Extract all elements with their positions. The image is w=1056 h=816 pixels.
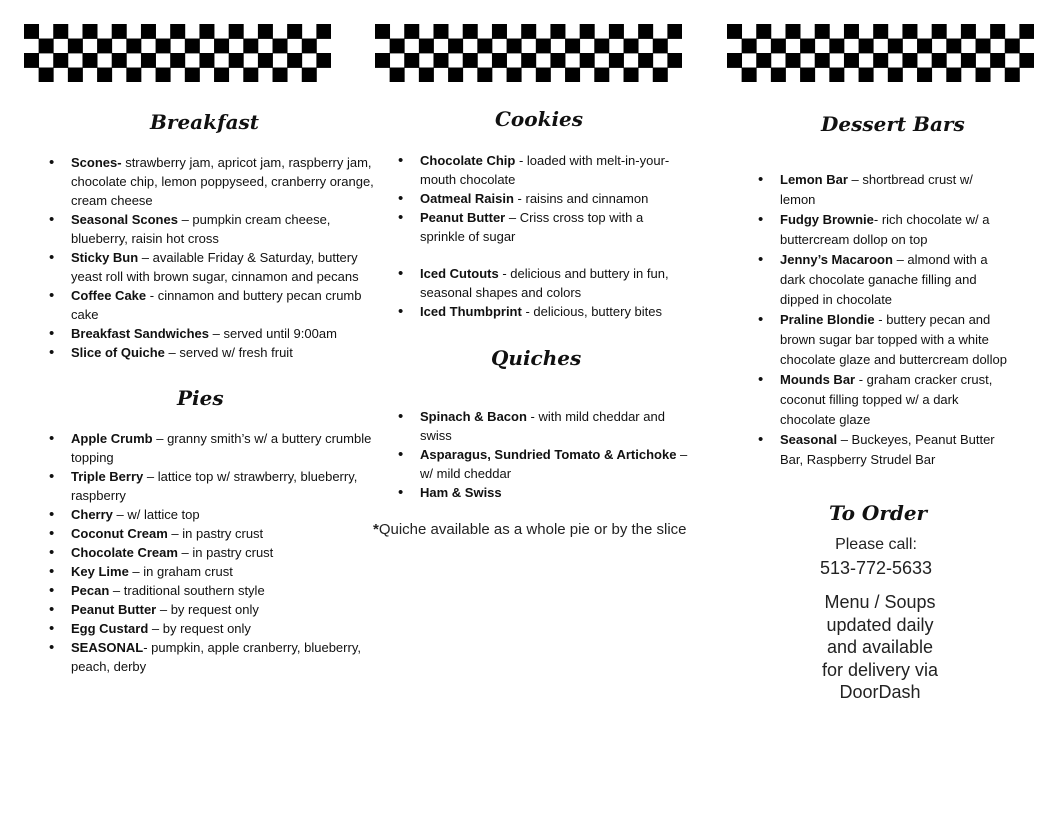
- checker-square: [404, 53, 419, 68]
- checker-banner-left: [24, 24, 331, 82]
- item-desc: – w/ lattice top: [112, 507, 200, 522]
- list-item: [398, 407, 690, 445]
- checker-square: [185, 39, 200, 54]
- checker-square: [82, 53, 97, 68]
- list-item: [49, 543, 379, 562]
- list-item: [49, 324, 379, 343]
- checker-square: [742, 39, 757, 54]
- checker-square: [961, 53, 976, 68]
- breakfast-heading: Breakfast: [150, 110, 260, 134]
- list-item: [398, 445, 690, 483]
- item-name: Egg Custard: [71, 621, 149, 636]
- checker-square: [258, 24, 273, 39]
- checker-square: [39, 39, 54, 54]
- dessert-bars-heading: Dessert Bars: [821, 112, 965, 136]
- checker-square: [946, 68, 961, 83]
- item-name: Pecan: [71, 583, 110, 598]
- checker-square: [316, 53, 331, 68]
- list-item: [49, 505, 379, 524]
- checker-square: [727, 53, 742, 68]
- checker-square: [653, 68, 668, 83]
- item-name: Coffee Cake: [71, 288, 147, 303]
- list-item: [758, 210, 1008, 250]
- item-name: Jenny’s Macaroon: [780, 252, 893, 267]
- checker-square: [917, 68, 932, 83]
- item-name: Peanut Butter: [420, 210, 506, 225]
- dessert-bars-list: [758, 170, 1008, 470]
- checker-square: [976, 68, 991, 83]
- list-item: [49, 248, 379, 286]
- checker-square: [785, 24, 800, 39]
- item-name: Mounds Bar: [780, 372, 856, 387]
- item-name: SEASONAL: [71, 640, 144, 655]
- list-item: [398, 483, 690, 502]
- item-name: Iced Cutouts: [420, 266, 499, 281]
- item-name: Oatmeal Raisin: [420, 191, 514, 206]
- checker-square: [609, 53, 624, 68]
- list-item: [758, 170, 1008, 210]
- order-info-line-5: DoorDash: [839, 682, 921, 702]
- checker-square: [419, 39, 434, 54]
- checker-square: [815, 53, 830, 68]
- checker-square: [609, 24, 624, 39]
- item-desc: - delicious, buttery bites: [521, 304, 663, 319]
- checker-square: [800, 68, 815, 83]
- checker-square: [433, 53, 448, 68]
- checker-square: [917, 39, 932, 54]
- checker-square: [536, 39, 551, 54]
- checker-square: [1005, 39, 1020, 54]
- item-desc: – available Friday & Saturday, buttery yeast roll with brown sugar, cinnamon and pecans: [71, 250, 359, 284]
- checker-square: [302, 68, 317, 83]
- item-desc: - buttery pecan and brown sugar bar topped with a white chocolate glaze and buttercream dollop: [780, 312, 1007, 367]
- item-desc: – served until 9:00am: [209, 326, 337, 341]
- list-item: [49, 467, 379, 505]
- item-name: Iced Thumbprint: [420, 304, 522, 319]
- please-call-text: Please call:: [835, 536, 917, 553]
- item-desc: – served w/ fresh fruit: [164, 345, 293, 360]
- checker-square: [390, 39, 405, 54]
- checker-square: [24, 24, 39, 39]
- checker-square: [24, 53, 39, 68]
- list-item: [49, 343, 379, 362]
- list-item: [398, 302, 690, 321]
- item-desc: – in graham crust: [128, 564, 233, 579]
- list-item: [398, 151, 690, 189]
- list-item: [758, 310, 1008, 370]
- item-desc: - rich chocolate w/ a buttercream dollop on top: [780, 212, 990, 247]
- checker-square: [199, 53, 214, 68]
- checker-square: [594, 39, 609, 54]
- checker-square: [273, 68, 288, 83]
- item-desc: - raisins and cinnamon: [513, 191, 649, 206]
- list-item: [758, 370, 1008, 430]
- checker-square: [1005, 68, 1020, 83]
- checker-square: [433, 24, 448, 39]
- checker-banner-middle: [375, 24, 682, 82]
- checker-square: [932, 24, 947, 39]
- cookies-heading: Cookies: [495, 107, 584, 131]
- checker-square: [287, 24, 302, 39]
- checker-square: [463, 24, 478, 39]
- checker-square: [448, 68, 463, 83]
- checker-square: [946, 39, 961, 54]
- checker-square: [667, 53, 682, 68]
- list-item: [49, 286, 379, 324]
- checker-square: [419, 68, 434, 83]
- checker-square: [507, 39, 522, 54]
- checker-square: [477, 68, 492, 83]
- checker-square: [141, 53, 156, 68]
- list-item: [49, 429, 379, 467]
- checker-square: [68, 39, 83, 54]
- checker-square: [990, 53, 1005, 68]
- list-item: [49, 619, 379, 638]
- phone-number: 513-772-5633: [819, 558, 933, 578]
- checker-square: [1019, 24, 1034, 39]
- quiches-list: [398, 407, 690, 502]
- quiche-note-text: Quiche available as a whole pie or by the slice: [378, 521, 687, 538]
- checker-square: [756, 53, 771, 68]
- checker-square: [448, 39, 463, 54]
- checker-square: [565, 39, 580, 54]
- checker-square: [39, 68, 54, 83]
- checker-square: [624, 39, 639, 54]
- checker-square: [302, 39, 317, 54]
- list-item: [49, 562, 379, 581]
- checker-square: [214, 68, 229, 83]
- quiche-note-star: *: [373, 521, 379, 538]
- pies-list: [49, 429, 379, 676]
- checker-square: [756, 24, 771, 39]
- item-desc: – in pastry crust: [177, 545, 274, 560]
- checker-square: [815, 24, 830, 39]
- item-desc: – lattice top w/ strawberry, blueberry, raspberry: [71, 469, 358, 503]
- checker-square: [902, 24, 917, 39]
- order-info-line-1: Menu / Soups: [824, 592, 936, 612]
- checker-square: [844, 24, 859, 39]
- checker-square: [492, 24, 507, 39]
- checker-square: [273, 39, 288, 54]
- item-name: Apple Crumb: [71, 431, 153, 446]
- checker-square: [258, 53, 273, 68]
- quiche-note: [373, 521, 687, 538]
- item-desc: strawberry jam, apricot jam, raspberry jam, chocolate chip, lemon poppyseed, cranberry orange, cream cheese: [71, 155, 374, 208]
- checker-square: [976, 39, 991, 54]
- item-desc: – traditional southern style: [109, 583, 265, 598]
- checker-square: [141, 24, 156, 39]
- checker-square: [888, 68, 903, 83]
- checker-square: [859, 39, 874, 54]
- item-name: Chocolate Cream: [71, 545, 178, 560]
- checker-square: [580, 53, 595, 68]
- checker-square: [126, 39, 141, 54]
- item-desc: - pumpkin, apple cranberry, blueberry, peach, derby: [71, 640, 361, 674]
- list-item: [49, 210, 379, 248]
- checker-square: [565, 68, 580, 83]
- item-desc: - with mild cheddar and swiss: [420, 409, 665, 443]
- checker-square: [404, 24, 419, 39]
- checker-square: [112, 24, 127, 39]
- order-info-line-2: updated daily: [826, 614, 934, 635]
- item-desc: - loaded with melt-in-your-mouth chocolate: [420, 153, 670, 187]
- checker-square: [287, 53, 302, 68]
- item-desc: - cinnamon and buttery pecan crumb cake: [71, 288, 362, 322]
- item-desc: – in pastry crust: [167, 526, 264, 541]
- checker-square: [990, 24, 1005, 39]
- checker-square: [53, 53, 68, 68]
- checker-square: [243, 68, 258, 83]
- checker-square: [624, 68, 639, 83]
- item-name: Seasonal Scones: [71, 212, 178, 227]
- checker-square: [785, 53, 800, 68]
- item-name: Coconut Cream: [71, 526, 168, 541]
- checker-square: [229, 53, 244, 68]
- list-item: [398, 189, 690, 208]
- checker-square: [771, 39, 786, 54]
- checker-square: [742, 68, 757, 83]
- item-desc: – w/ mild cheddar: [420, 447, 688, 481]
- order-info-line-3: and available: [826, 637, 934, 657]
- checker-square: [170, 24, 185, 39]
- checker-banner-right: [727, 24, 1034, 82]
- checker-square: [536, 68, 551, 83]
- item-name: Key Lime: [71, 564, 129, 579]
- checker-square: [492, 53, 507, 68]
- item-desc: – pumpkin cream cheese, blueberry, raisin hot cross: [71, 212, 331, 246]
- item-desc: – granny smith’s w/ a buttery crumble topping: [71, 431, 372, 465]
- item-desc: – Criss cross top with a sprinkle of sugar: [420, 210, 644, 244]
- checker-square: [82, 24, 97, 39]
- checker-square: [653, 39, 668, 54]
- list-item: [49, 581, 379, 600]
- item-name: Spinach & Bacon: [420, 409, 527, 424]
- list-item: [758, 430, 1008, 470]
- checker-square: [390, 68, 405, 83]
- list-item: [49, 524, 379, 543]
- checker-square: [97, 39, 112, 54]
- checker-square: [507, 68, 522, 83]
- list-item: [49, 638, 379, 676]
- item-desc: – almond with a dark chocolate ganache filling and dipped in chocolate: [780, 252, 988, 307]
- item-name: Praline Blondie: [780, 312, 875, 327]
- checker-square: [375, 24, 390, 39]
- checker-pattern-left: [24, 24, 331, 82]
- checker-square: [667, 24, 682, 39]
- checker-square: [463, 53, 478, 68]
- checker-square: [932, 53, 947, 68]
- checker-square: [521, 24, 536, 39]
- list-item: [758, 250, 1008, 310]
- breakfast-list: [49, 153, 379, 362]
- checker-square: [771, 68, 786, 83]
- checker-square: [97, 68, 112, 83]
- list-item: [49, 153, 379, 210]
- item-name: Ham & Swiss: [420, 485, 502, 500]
- checker-square: [829, 39, 844, 54]
- checker-square: [844, 53, 859, 68]
- item-desc: – shortbread crust w/ lemon: [780, 172, 973, 207]
- item-name: Seasonal: [780, 432, 838, 447]
- item-name: Scones-: [71, 155, 122, 170]
- item-name: Cherry: [71, 507, 113, 522]
- checker-pattern-right: [727, 24, 1034, 82]
- checker-square: [53, 24, 68, 39]
- checker-square: [888, 39, 903, 54]
- item-name: Sticky Bun: [71, 250, 139, 265]
- checker-square: [594, 68, 609, 83]
- item-name: Peanut Butter: [71, 602, 157, 617]
- checker-square: [112, 53, 127, 68]
- checker-pattern-middle: [375, 24, 682, 82]
- checker-square: [800, 39, 815, 54]
- item-name: Lemon Bar: [780, 172, 848, 187]
- checker-square: [156, 68, 171, 83]
- item-desc: - graham cracker crust, coconut filling topped w/ a dark chocolate glaze: [780, 372, 993, 427]
- checker-square: [170, 53, 185, 68]
- checker-square: [126, 68, 141, 83]
- item-desc: – Buckeyes, Peanut Butter Bar, Raspberry Strudel Bar: [780, 432, 995, 467]
- item-desc: – by request only: [148, 621, 251, 636]
- checker-square: [961, 24, 976, 39]
- checker-square: [229, 24, 244, 39]
- item-name: Fudgy Brownie: [780, 212, 874, 227]
- checker-square: [829, 68, 844, 83]
- checker-square: [375, 53, 390, 68]
- checker-square: [214, 39, 229, 54]
- checker-square: [638, 53, 653, 68]
- list-item: [398, 208, 690, 246]
- order-info-line: [760, 591, 1000, 704]
- checker-square: [550, 24, 565, 39]
- checker-square: [580, 24, 595, 39]
- list-item: [49, 600, 379, 619]
- quiches-heading: Quiches: [491, 346, 582, 370]
- pies-heading: Pies: [177, 386, 224, 410]
- checker-square: [477, 39, 492, 54]
- item-desc: – by request only: [156, 602, 259, 617]
- item-name: Triple Berry: [71, 469, 144, 484]
- cookies-list-iced: [398, 264, 690, 321]
- order-info-line-4: for delivery via: [821, 659, 939, 680]
- item-name: Asparagus, Sundried Tomato & Artichoke: [420, 447, 677, 462]
- item-name: Slice of Quiche: [71, 345, 165, 360]
- checker-square: [902, 53, 917, 68]
- checker-square: [859, 68, 874, 83]
- cookies-list: [398, 151, 690, 246]
- checker-square: [199, 24, 214, 39]
- checker-square: [638, 24, 653, 39]
- to-order-heading: To Order: [829, 501, 928, 525]
- checker-square: [873, 53, 888, 68]
- checker-square: [156, 39, 171, 54]
- checker-square: [185, 68, 200, 83]
- checker-square: [873, 24, 888, 39]
- checker-square: [550, 53, 565, 68]
- checker-square: [521, 53, 536, 68]
- item-name: Chocolate Chip: [420, 153, 516, 168]
- checker-square: [316, 24, 331, 39]
- item-name: Breakfast Sandwiches: [71, 326, 210, 341]
- checker-square: [727, 24, 742, 39]
- checker-square: [1019, 53, 1034, 68]
- checker-square: [243, 39, 258, 54]
- item-desc: - delicious and buttery in fun, seasonal shapes and colors: [420, 266, 669, 300]
- checker-square: [68, 68, 83, 83]
- list-item: [398, 264, 690, 302]
